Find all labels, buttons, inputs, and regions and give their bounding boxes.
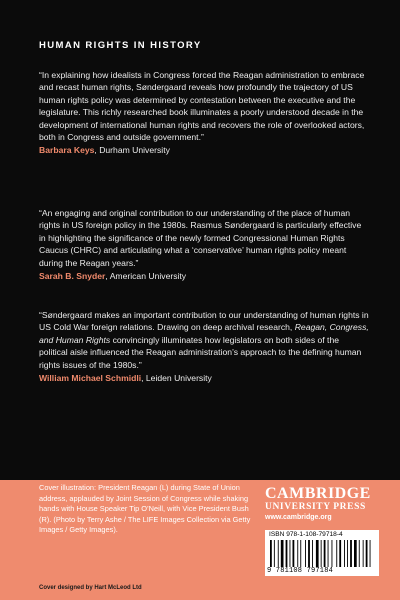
endorsement-1 xyxy=(39,69,369,157)
isbn-label: ISBN 978-1-108-79718-4 xyxy=(269,531,343,538)
endorsement-text-part: “Søndergaard makes an important contribution to our understanding of human rights in US Cold War foreign relations. Drawing on deep archival research, xyxy=(39,310,369,333)
endorsement-attribution xyxy=(39,270,369,282)
endorser-name: Barbara Keys xyxy=(39,145,95,156)
endorser-name: William Michael Schmidli xyxy=(39,373,142,384)
publisher-logo xyxy=(265,486,375,521)
endorsement-text xyxy=(39,309,369,371)
publisher-name: CAMBRIDGE xyxy=(265,485,371,502)
endorsement-text-part: convincingly illuminates how legislators on both sides of the political aisle influenced the Reagan administration’s approach to the defining human rights issues of the 1980s.” xyxy=(39,334,362,370)
endorsement-3 xyxy=(39,309,369,384)
book-title-italic: Reagan, Congress, and Human Rights xyxy=(39,322,369,345)
endorsement-text: “In explaining how idealists in Congress forced the Reagan administration to embrace and recast human rights, Søndergaard reveals how profoundly the trajectory of US human rights policy was determined by contestation between the executive and the legislature. This richly researched book illuminates a poorly understood decade in the development of international human rights and recovers the role of overlooked actors, both in Congress and outside government.” xyxy=(39,70,365,143)
cover-illustration-credit: Cover illustration: President Reagan (L) during State of Union address, applauded by Joint Session of Congress while shaking hands with House Speaker Tip O’Neill, with Vice President Bush (R). (Photo by Terry Ashe / The LIFE Images Collection via Getty Images / Getty Images). xyxy=(39,483,251,535)
publisher-press: UNIVERSITY PRESS xyxy=(265,502,366,512)
endorser-affiliation: , American University xyxy=(105,271,187,282)
endorser-name: Sarah B. Snyder xyxy=(39,271,106,282)
endorsement-2 xyxy=(39,207,369,282)
endorser-affiliation: , Durham University xyxy=(94,145,170,156)
barcode-number: 9 781108 797184 xyxy=(267,567,334,575)
endorser-affiliation: , Leiden University xyxy=(141,373,212,384)
endorsement-attribution xyxy=(39,144,369,156)
back-cover-footer xyxy=(0,480,400,600)
barcode xyxy=(269,540,375,567)
cover-designer-credit: Cover designed by Hart McLeod Ltd xyxy=(39,585,142,591)
publisher-url: www.cambridge.org xyxy=(265,514,332,521)
endorsement-attribution xyxy=(39,372,369,384)
endorsement-text: “An engaging and original contribution to our understanding of the place of human rights in US foreign policy in the 1980s. Rasmus Søndergaard is particularly effective in highlighting the significance of the newly formed Congressional Human Rights Caucus (CHRC) and articulating what a ‘conservative’ human rights policy meant during the Reagan years.” xyxy=(39,208,362,268)
series-title: HUMAN RIGHTS IN HISTORY xyxy=(39,40,202,51)
isbn-barcode-box xyxy=(265,530,379,576)
